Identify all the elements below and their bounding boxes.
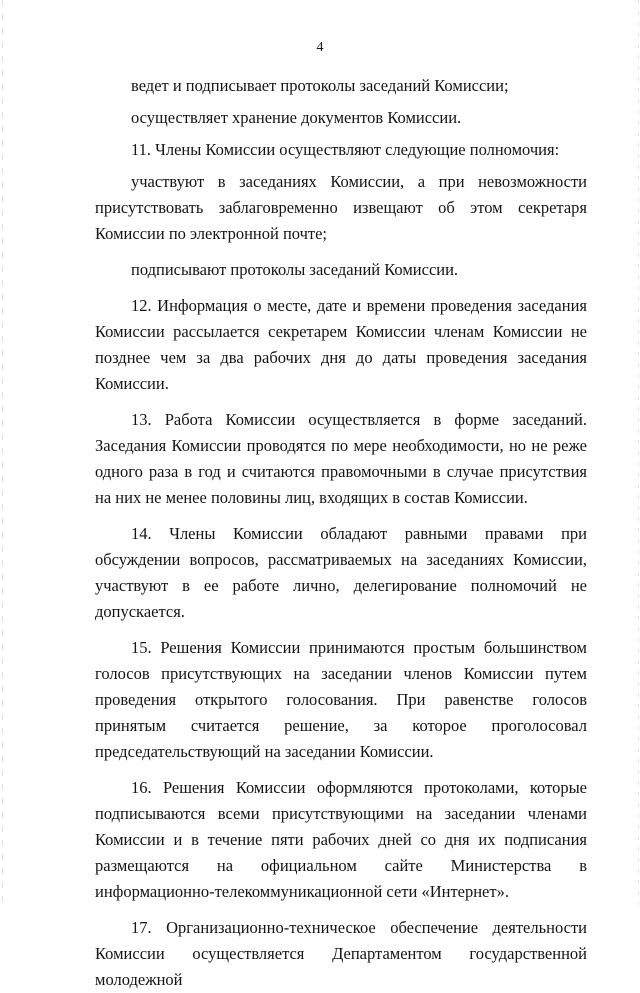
paragraph-item-12: 12. Информация о месте, дате и времени проведения заседания Комиссии рассылается секретарем Комиссии членам Комиссии не позднее чем за два рабочих дня до даты проведения заседания Комиссии. [95, 296, 587, 393]
paragraph-members-participate: участвуют в заседаниях Комиссии, а при невозможности присутствовать заблаговременно извещают об этом секретаря Комиссии по электронной почте; [95, 172, 587, 243]
paragraph-duty-protocols: ведет и подписывает протоколы заседаний Комиссии; [131, 76, 509, 95]
paragraph-item-17: 17. Организационно-техническое обеспечение деятельности Комиссии осуществляется Департаментом государственной молодежной [95, 918, 587, 989]
scan-edge-left [2, 0, 3, 905]
paragraph-item-16: 16. Решения Комиссии оформляются протоколами, которые подписываются всеми присутствующими на заседании членами Комиссии и в течение пяти рабочих дней со дня их подписания размещаются на официальном сайте Министерства в информационно-телекоммуникационной сети «Интернет». [95, 778, 587, 901]
paragraph-members-sign: подписывают протоколы заседаний Комиссии. [131, 260, 459, 279]
paragraph-item-11: 11. Члены Комиссии осуществляют следующие полномочия: [131, 140, 560, 159]
paragraph-duty-storage: осуществляет хранение документов Комиссии. [131, 108, 462, 127]
page-number: 4 [316, 40, 324, 55]
document-body [95, 73, 587, 993]
paragraph-item-15: 15. Решения Комиссии принимаются простым большинством голосов присутствующих на заседании членов Комиссии путем проведения открытого голосования. При равенстве голосов принятым считается решение, за которое проголосовал председательствующий на заседании Комиссии. [95, 638, 587, 761]
paragraph-item-13: 13. Работа Комиссии осуществляется в форме заседаний. Заседания Комиссии проводятся по мере необходимости, но не реже одного раза в год и считаются правомочными в случае присутствия на них не менее половины лиц, входящих в состав Комиссии. [95, 410, 587, 507]
scan-edge-right [638, 0, 639, 905]
paragraph-item-14: 14. Члены Комиссии обладают равными правами при обсуждении вопросов, рассматриваемых на заседаниях Комиссии, участвуют в ее работе лично, делегирование полномочий не допускается. [95, 524, 587, 621]
